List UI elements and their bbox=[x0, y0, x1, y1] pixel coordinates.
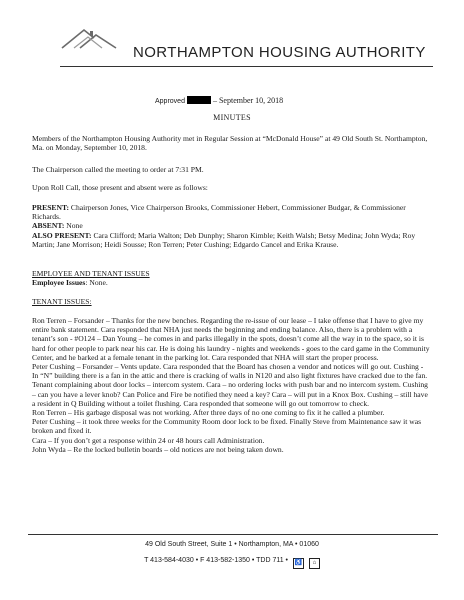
absent-label: ABSENT: bbox=[32, 221, 65, 231]
tenant-paragraph-4: Peter Cushing – it took three weeks for the Community Room door lock to be fixed. Finally Steve from Maintenance saw it was broken and fixed it. bbox=[32, 417, 422, 436]
footer-contact-text: T 413-584-4030 • F 413-582-1350 • TDD 711 • bbox=[144, 557, 289, 564]
wheelchair-icon: ♿ bbox=[293, 558, 304, 569]
house-logo-icon bbox=[60, 22, 118, 52]
roll-call-paragraph bbox=[32, 183, 430, 192]
employee-issues-line bbox=[32, 278, 430, 287]
footer-divider bbox=[28, 534, 438, 535]
call-to-order-paragraph bbox=[32, 165, 430, 174]
tenant-heading: TENANT ISSUES: bbox=[32, 297, 92, 306]
absent-line bbox=[32, 221, 430, 230]
footer-address: 49 Old South Street, Suite 1 • Northampton, MA • 01060 bbox=[145, 541, 319, 548]
approved-label: Approved bbox=[155, 98, 185, 105]
tenant-paragraph-3: Ron Terren – His garbage disposal was not working. After three days of no one coming to fix it he called a plumber. bbox=[32, 408, 385, 418]
present-names: Chairperson Jones, Vice Chairperson Brooks, Commissioner Hebert, Commissioner Budgar, & Commissioner Richards. bbox=[32, 203, 406, 222]
approval-date: – September 10, 2018 bbox=[212, 96, 284, 105]
tenant-paragraph-2: Peter Cushing – Forsander – Vents update. Cara responded that the Board has chosen a vendor and notices will go out. Cushing - In “N” building there is a fan in the attic and there is cracking of walls in N120 and also light fixtures have cracked due to the fan. Tenant complaining about door locks – intercom system. Cara – no ordering locks with push bar and no intercom system. Cushing – can you have a lever knob? Can Police and Fire be notified they need a key? Cara – will put in a Knox Box. Cushing – still have a resident in Q Building without a toilet flushing. Cara responded that someone will go out tomorrow to check. bbox=[32, 362, 428, 408]
employee-issues-label: Employee Issues bbox=[32, 278, 86, 288]
organization-name: NORTHAMPTON HOUSING AUTHORITY bbox=[133, 44, 426, 61]
also-present-line bbox=[32, 231, 430, 249]
employee-issues-text: : None. bbox=[85, 278, 108, 288]
roll-call-text: Upon Roll Call, those present and absent were as follows: bbox=[32, 183, 208, 192]
call-to-order-text: The Chairperson called the meeting to order at 7:31 PM. bbox=[32, 165, 204, 174]
present-line bbox=[32, 203, 430, 221]
attendance-section bbox=[32, 203, 430, 249]
tenant-issues-body bbox=[32, 316, 430, 454]
intro-text: Members of the Northampton Housing Authority met in Regular Session at “McDonald House” at 49 Old South St. Northampton, Ma. on Monday, September 10, 2018. bbox=[32, 134, 428, 153]
present-label: PRESENT: bbox=[32, 203, 69, 212]
approval-line bbox=[155, 96, 283, 105]
header-divider bbox=[60, 66, 433, 67]
tenant-paragraph-6: John Wyda – Re the locked bulletin boards – old notices are not being taken down. bbox=[32, 444, 284, 454]
intro-paragraph bbox=[32, 134, 430, 152]
footer-contact bbox=[0, 557, 464, 569]
employee-heading: EMPLOYEE AND TENANT ISSUES bbox=[32, 269, 150, 278]
also-present-label: ALSO PRESENT: bbox=[32, 230, 92, 240]
document-title: MINUTES bbox=[213, 113, 251, 122]
employee-section bbox=[32, 269, 430, 287]
redaction-box bbox=[187, 96, 211, 104]
equal-housing-icon: ⌂ bbox=[309, 558, 320, 569]
tenant-heading-block bbox=[32, 297, 430, 306]
tenant-paragraph-5: Cara – If you don’t get a response within 24 or 48 hours call Administration. bbox=[32, 435, 265, 445]
also-present-names: Cara Clifford; Maria Walton; Deb Dunphy; Sharon Kimble; Keith Walsh; Betsy Medina; John Wyda; Roy Martin; Jane Morrison; Heidi Sousse; Ron Terren; Peter Cushing; Edgardo Cancel and Erika Krause. bbox=[32, 230, 416, 249]
absent-names: None bbox=[64, 221, 83, 231]
tenant-paragraph-1: Ron Terren – Forsander – Thanks for the new benches. Regarding the re-issue of our lease – I take offense that I have to give my entire bank statement. Cara responded that NHA just needs the beginning and ending balance. Also, there is a problem with a tenant’s son - #O124 – Dan Young – he comes in and parks illegally in the spots, doesn’t come all the way in to the space, so it is hard for other people to park near his car. He is doing his laundry - nights and weekends - goes to the card game in the Community Center, and he barked at a female tenant in the parking lot. Cara responded that NHA will start the proper process. bbox=[32, 316, 430, 362]
